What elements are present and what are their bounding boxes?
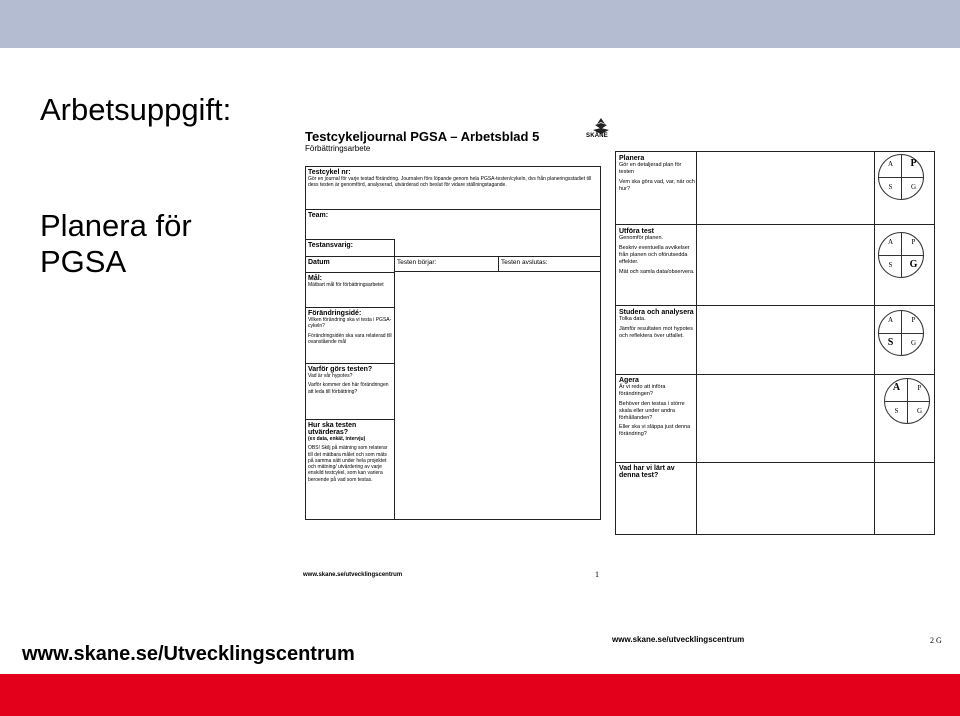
pdsa-letter: S	[887, 337, 894, 348]
pdsa-letter: G	[910, 339, 917, 347]
forandringside-text-2: Förändringsidén ska vara relaterad till ovanstående mål	[308, 332, 392, 345]
pdsa-letter: A	[892, 382, 901, 393]
testen-borjar-label: Testen börjar:	[397, 259, 437, 266]
right-worksheet-footer-url: www.skane.se/utvecklingscentrum	[612, 635, 745, 644]
bottom-band	[0, 674, 960, 716]
step-text: Genomför planen.	[619, 235, 664, 241]
worksheet-column-divider	[394, 239, 395, 519]
pdsa-letter: G	[916, 407, 923, 415]
worksheet-footer-url: www.skane.se/utvecklingscentrum	[303, 572, 403, 578]
row-divider-4	[616, 462, 934, 463]
hur-sub: (ex data, enkät, intervju)	[308, 436, 366, 442]
step-text: Vem ska göra vad, var, när och hur?	[619, 178, 695, 192]
step-text: Behöver den testas i större skala eller under andra förhållanden?	[619, 400, 685, 421]
pdsa-letter: P	[911, 316, 916, 324]
step-utfora	[619, 228, 697, 275]
step-text: Jämför resultaten mot hypotes och reflektera över utfallet.	[619, 325, 693, 339]
step-label: Utföra test	[619, 228, 655, 235]
row-divider-3	[616, 374, 934, 375]
pdsa-letter: A	[887, 316, 894, 324]
step-text: Eller ska vi släppa just denna förändring?	[619, 424, 691, 438]
testcykel-label: Testcykel nr:	[308, 169, 351, 176]
testen-avslutas-cell	[498, 256, 600, 272]
testcykel-text: Gör en journal för varje testad förändring. Journalen förs löpande genom hela PGSA-testen/cykeln, dvs från planeringsstadiet till dess testen är genomförd, analyserad, utvärderad och beslut för vidare ställningstagande.	[308, 176, 592, 189]
pdsa-letter: P	[917, 384, 922, 392]
testcykel-cell	[306, 167, 600, 209]
testen-avslutas-label: Testen avslutas:	[501, 259, 548, 266]
forandringside-label: Förändringsidé:	[308, 310, 362, 317]
step-text: Tolka data.	[619, 316, 646, 322]
forandringside-text-1: Vilken förändring ska vi testa i PGSA-cykeln?	[308, 317, 392, 330]
step-label: Planera	[619, 155, 645, 162]
team-cell	[306, 209, 600, 239]
pdsa-letter: G	[910, 183, 917, 191]
slide-subtitle: Planera för PGSA	[40, 208, 192, 279]
closing-label: Vad har vi lärt av denna test?	[619, 465, 675, 479]
pdsa-letter: S	[894, 407, 899, 415]
step-agera	[619, 377, 697, 438]
column-divider-2	[874, 152, 875, 534]
logo-text: SKÅNE	[586, 133, 609, 139]
step-text: Gör en detaljerad plan för testen	[619, 162, 682, 175]
mal-label: Mål:	[308, 275, 322, 282]
worksheet-title: Testcykeljournal PGSA – Arbetsblad 5	[305, 129, 540, 144]
step-studera	[619, 309, 697, 340]
step-label: Agera	[619, 377, 639, 384]
pdsa-circle-icon	[878, 310, 924, 356]
varfor-cell	[306, 363, 394, 419]
footer-url: www.skane.se/Utvecklingscentrum	[22, 643, 355, 665]
varfor-text-2: Varför kommer den här förändringen att leda till förbättring?	[308, 382, 389, 395]
team-label: Team:	[308, 212, 329, 219]
hur-text: OBS! Skilj på mätning som relaterar till det mätbara målet och som mäts på samma sätt under hela projektet och mätning/ utvärdering av varje enskild testcykel, som kan variera beroende på vad som testas.	[308, 445, 388, 483]
hur-label: Hur ska testen utvärderas?	[308, 422, 357, 436]
step-text: Beskriv eventuella avvikelser från planen och oförutsedda effekter.	[619, 244, 690, 265]
top-band	[0, 0, 960, 48]
row-divider-2	[616, 305, 934, 306]
slide-title: Arbetsuppgift:	[40, 92, 232, 127]
pdsa-circle-icon	[884, 378, 930, 424]
pdsa-letter: P	[911, 238, 916, 246]
pdsa-letter: P	[910, 158, 917, 169]
worksheet-subtitle: Förbättringsarbete	[305, 144, 371, 153]
right-worksheet-page-number: 2 G	[930, 636, 942, 645]
varfor-text-1: Vad är vår hypotes?	[308, 373, 353, 379]
forandringside-cell	[306, 307, 394, 363]
varfor-label: Varför görs testen?	[308, 366, 373, 373]
step-label: Studera och analysera	[619, 309, 694, 316]
datum-label: Datum	[308, 259, 330, 266]
pdsa-steps-form	[615, 151, 935, 535]
step-text: Mät och samla data/observera.	[619, 268, 695, 275]
pdsa-circle-icon	[878, 232, 924, 278]
pdsa-letter: S	[888, 183, 893, 191]
pdsa-circle-icon	[878, 154, 924, 200]
testansvarig-cell	[306, 239, 394, 256]
worksheet-page-number: 1	[595, 570, 599, 579]
mal-text: Mätbart mål för förbättringsarbetet	[308, 282, 384, 288]
row-divider-1	[616, 224, 934, 225]
datum-cell	[306, 256, 394, 272]
testansvarig-label: Testansvarig:	[308, 242, 353, 249]
testen-borjar-cell	[394, 256, 498, 272]
step-planera	[619, 155, 697, 193]
pdsa-letter: G	[909, 259, 918, 270]
pdsa-letter: A	[887, 238, 894, 246]
pdsa-letter: S	[888, 261, 893, 269]
closing-question	[619, 465, 697, 479]
mal-cell	[306, 272, 394, 307]
worksheet-form	[305, 166, 601, 520]
step-text: Är vi redo att införa förändringen?	[619, 384, 666, 397]
pdsa-letter: A	[887, 160, 894, 168]
hur-cell	[306, 419, 394, 519]
